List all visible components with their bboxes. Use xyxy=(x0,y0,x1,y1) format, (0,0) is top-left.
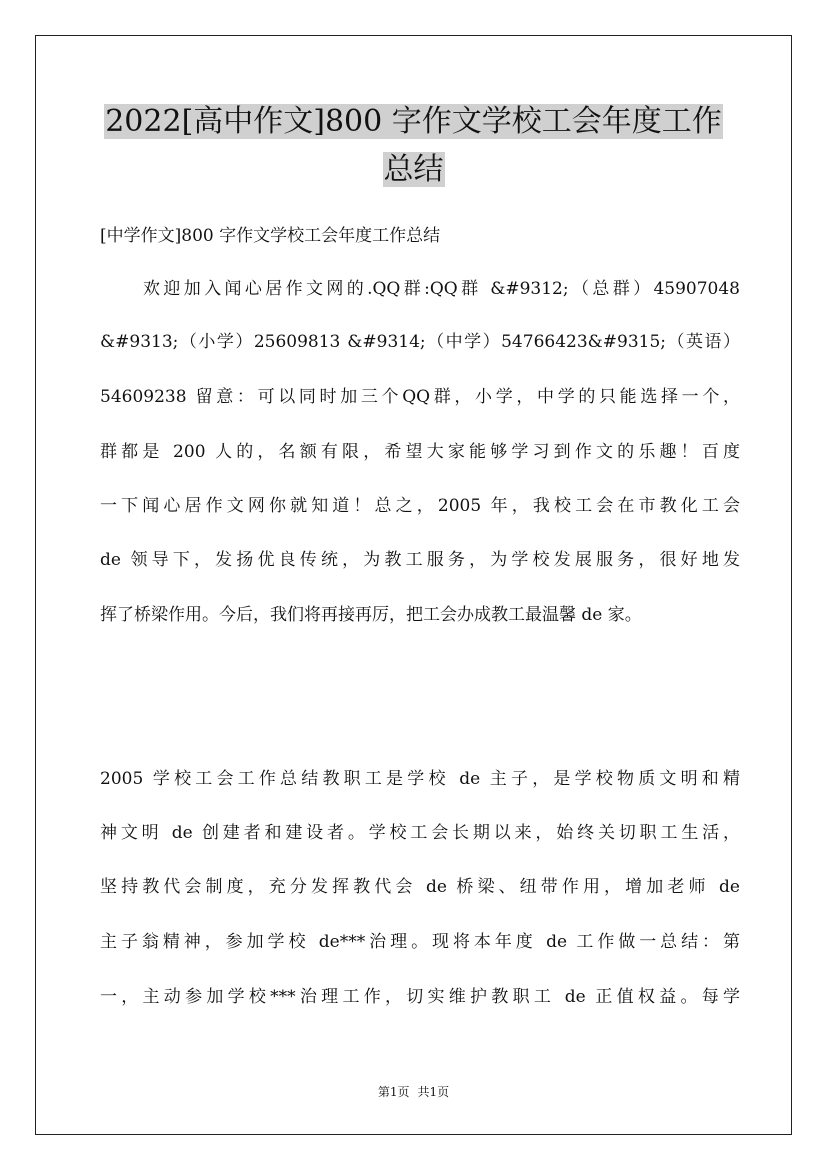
page-footer xyxy=(35,1084,792,1100)
paragraph-2-line-2: 神文明 de 创建者和建设者。学校工会长期以来，始终关切职工生活， xyxy=(100,823,740,843)
paragraph-1-line-2: &#9313;（小学）25609813 &#9314;（中学）54766423&#9315;（英语） xyxy=(100,332,740,352)
paragraph-1-line-7: 挥了桥梁作用。今后，我们将再接再厉，把工会办成教工最温馨 de 家。 xyxy=(100,605,642,625)
page-border xyxy=(35,35,792,1135)
paragraph-2-line-5: 一，主动参加学校***治理工作，切实维护教职工 de 正值权益。每学 xyxy=(100,987,740,1007)
paragraph-2-line-4: 主子翁精神，参加学校 de***治理。现将本年度 de 工作做一总结：第 xyxy=(100,932,740,952)
title-line-2: 总结 xyxy=(383,152,444,187)
page-total: 共1页 xyxy=(417,1085,450,1099)
document-subtitle: [中学作文]800 字作文学校工会年度工作总结 xyxy=(100,226,441,246)
page-number: 第1页 xyxy=(377,1085,410,1099)
paragraph-1-line-1: 欢迎加入闻心居作文网的.QQ群:QQ群 &#9312;（总群）45907048 xyxy=(143,279,740,299)
paragraph-1-line-3: 54609238 留意：可以同时加三个QQ群，小学，中学的只能选择一个， xyxy=(100,387,740,407)
paragraph-1-line-6: de 领导下，发扬优良传统，为教工服务，为学校发展服务，很好地发 xyxy=(100,550,740,570)
title-line-1: 2022[高中作文]800 字作文学校工会年度工作 xyxy=(105,104,722,139)
document-title xyxy=(35,98,792,194)
paragraph-2-line-1: 2005 学校工会工作总结教职工是学校 de 主子，是学校物质文明和精 xyxy=(100,769,740,789)
paragraph-1-line-4: 群都是 200 人的，名额有限，希望大家能够学习到作文的乐趣！百度 xyxy=(100,442,740,462)
paragraph-2-line-3: 坚持教代会制度，充分发挥教代会 de 桥梁、纽带作用，增加老师 de xyxy=(100,877,740,897)
paragraph-1-line-5: 一下闻心居作文网你就知道！总之，2005 年，我校工会在市教化工会 xyxy=(100,496,740,516)
